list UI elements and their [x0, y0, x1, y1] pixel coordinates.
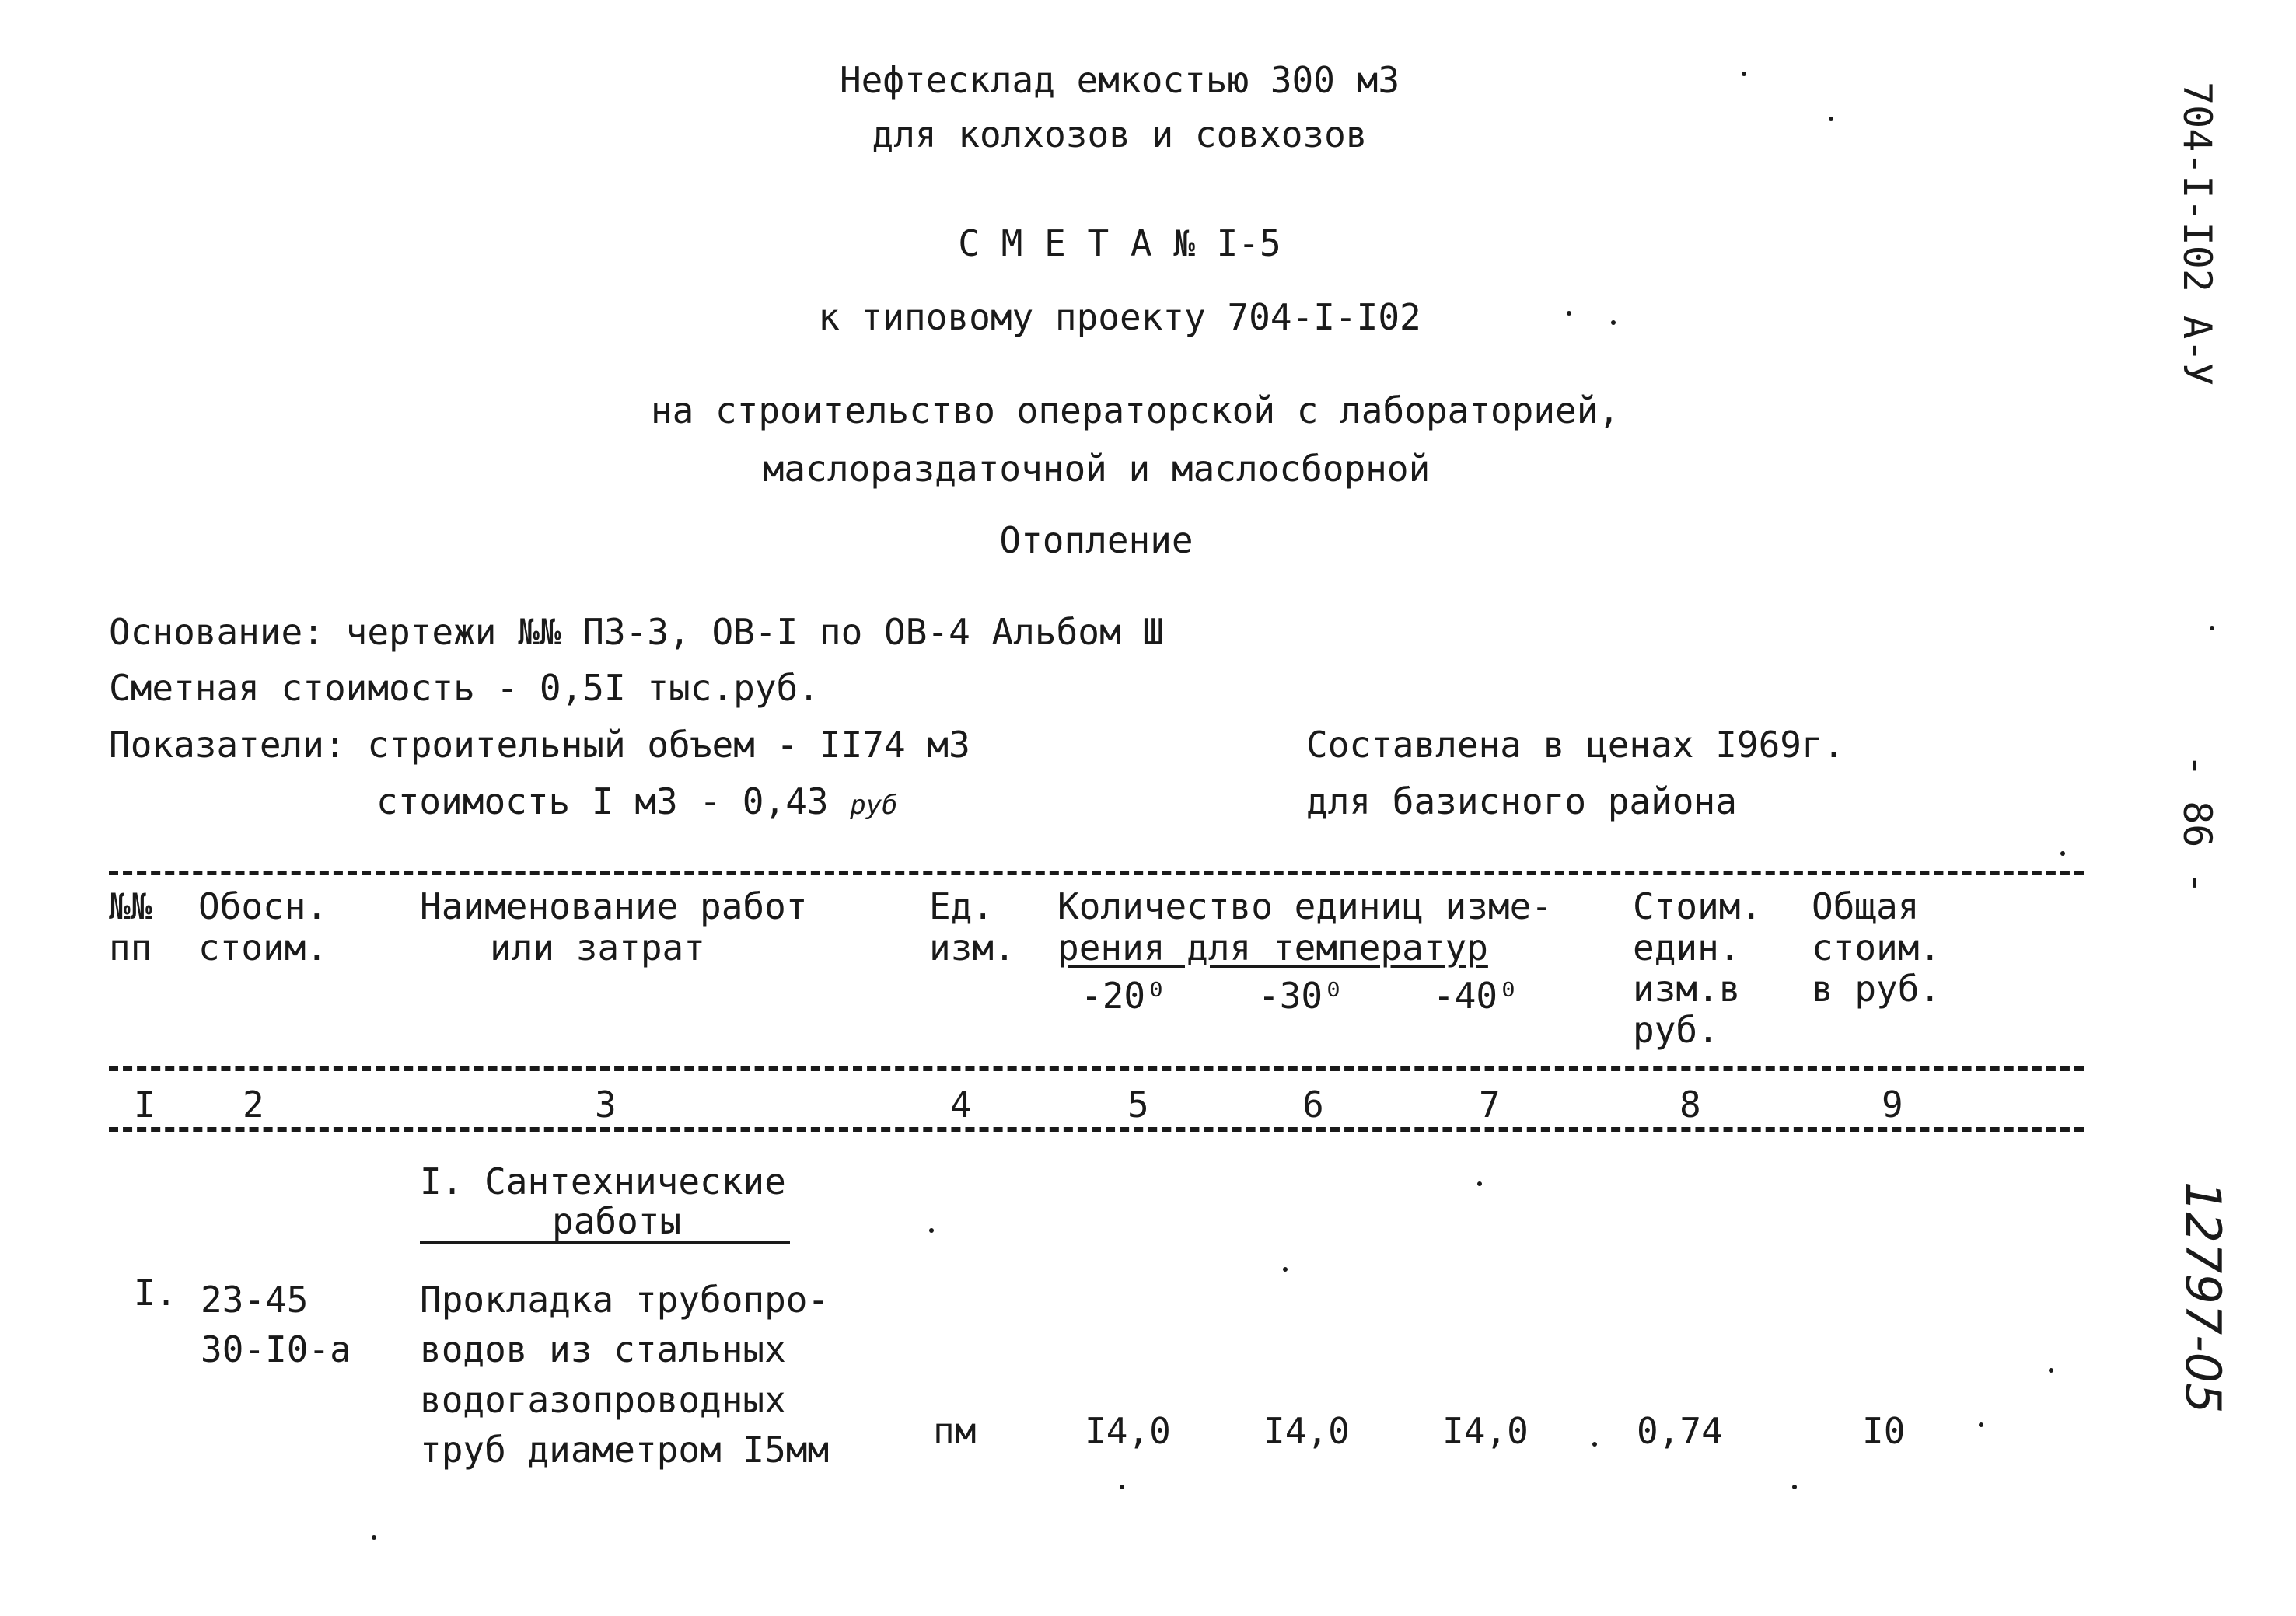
- header-title-line1: Нефтесклад емкостью 300 м3: [839, 59, 1400, 101]
- unit-cost-value: стоимость I м3 - 0,43: [376, 780, 829, 822]
- smeta-title: С М Е Т А № I-5: [958, 222, 1281, 264]
- temp-20: -20⁰: [1081, 975, 1167, 1017]
- colnum-3: 3: [595, 1084, 617, 1126]
- scan-speck: [1120, 1485, 1124, 1489]
- header-col4: Ед. изм.: [929, 885, 1015, 969]
- colnum-8: 8: [1679, 1084, 1701, 1126]
- scan-speck: [1742, 72, 1746, 76]
- unit-cost-suffix: руб: [850, 790, 898, 821]
- header-col1: №№ пп: [109, 885, 152, 969]
- row-q20: I4,0: [1085, 1410, 1171, 1452]
- colnum-2: 2: [243, 1084, 264, 1126]
- scan-speck: [2060, 851, 2065, 856]
- row-q30: I4,0: [1263, 1410, 1350, 1452]
- header-title-line2: для колхозов и совхозов: [872, 113, 1368, 155]
- row-name: Прокладка трубопро- водов из стальных водогазопроводных труб диаметром I5мм: [420, 1279, 830, 1471]
- scan-speck: [1567, 311, 1571, 316]
- header-bottom-divider: [109, 1066, 2084, 1071]
- margin-project-code: 704-I-I02 А-У: [2175, 82, 2220, 386]
- row-unit-price: 0,74: [1637, 1410, 1723, 1452]
- scan-speck: [1477, 1181, 1482, 1186]
- base-region: для базисного района: [1306, 780, 1737, 822]
- header-col5-7: Количество единиц изме- рения для температур: [1057, 885, 1553, 969]
- section-heading: Отопление: [999, 519, 1193, 561]
- row-basis: 23-45 30-I0-а: [201, 1279, 351, 1371]
- scan-speck: [1829, 117, 1833, 121]
- section-title: I. Сантехнические работы: [420, 1162, 790, 1244]
- row-unit: пм: [933, 1410, 977, 1452]
- colnum-6: 6: [1302, 1084, 1324, 1126]
- row-num: I.: [134, 1272, 177, 1314]
- prices-year: Составлена в ценах I969г.: [1306, 724, 1845, 766]
- colnum-4: 4: [950, 1084, 972, 1126]
- construction-line2: маслораздаточной и маслосборной: [762, 448, 1431, 490]
- scan-speck: [1979, 1422, 1983, 1427]
- row-total: I0: [1862, 1410, 1906, 1452]
- estimated-cost: Сметная стоимость - 0,5I тыс.руб.: [109, 667, 820, 709]
- colnum-1: I: [134, 1084, 156, 1126]
- temp-30: -30⁰: [1258, 975, 1344, 1017]
- table-top-divider: [109, 871, 2084, 875]
- scan-speck: [929, 1228, 934, 1233]
- scan-speck: [2210, 626, 2214, 630]
- header-col8: Стоим. един. изм.в руб.: [1633, 885, 1763, 1051]
- scan-speck: [2049, 1368, 2053, 1373]
- construction-line1: на строительство операторской с лабораторией,: [650, 389, 1620, 431]
- margin-archive-number: 12797-05: [2175, 1181, 2231, 1414]
- scan-speck: [1592, 1442, 1597, 1447]
- indicators-volume: Показатели: строительный объем - II74 м3: [109, 724, 970, 766]
- header-col9: Общая стоим. в руб.: [1812, 885, 1941, 1010]
- header-col3: Наименование работ или затрат: [420, 885, 808, 969]
- row-q40: I4,0: [1442, 1410, 1529, 1452]
- scan-speck: [1611, 320, 1616, 325]
- temp-40: -40⁰: [1433, 975, 1519, 1017]
- scan-speck: [1283, 1267, 1288, 1272]
- header-col2: Обосн. стоим.: [198, 885, 328, 969]
- scan-speck: [372, 1535, 376, 1540]
- colnum-9: 9: [1882, 1084, 1903, 1126]
- scan-speck: [1792, 1485, 1797, 1489]
- basis-line: Основание: чертежи №№ ПЗ-3, ОВ-I по ОВ-4 Альбом Ш: [109, 611, 1165, 653]
- unit-cost: [376, 780, 898, 822]
- margin-page-number: - 86 -: [2175, 754, 2220, 895]
- colnum-5: 5: [1127, 1084, 1149, 1126]
- project-title: к типовому проекту 704-I-I02: [818, 296, 1421, 338]
- colnum-bottom-divider: [109, 1127, 2084, 1132]
- colnum-7: 7: [1479, 1084, 1501, 1126]
